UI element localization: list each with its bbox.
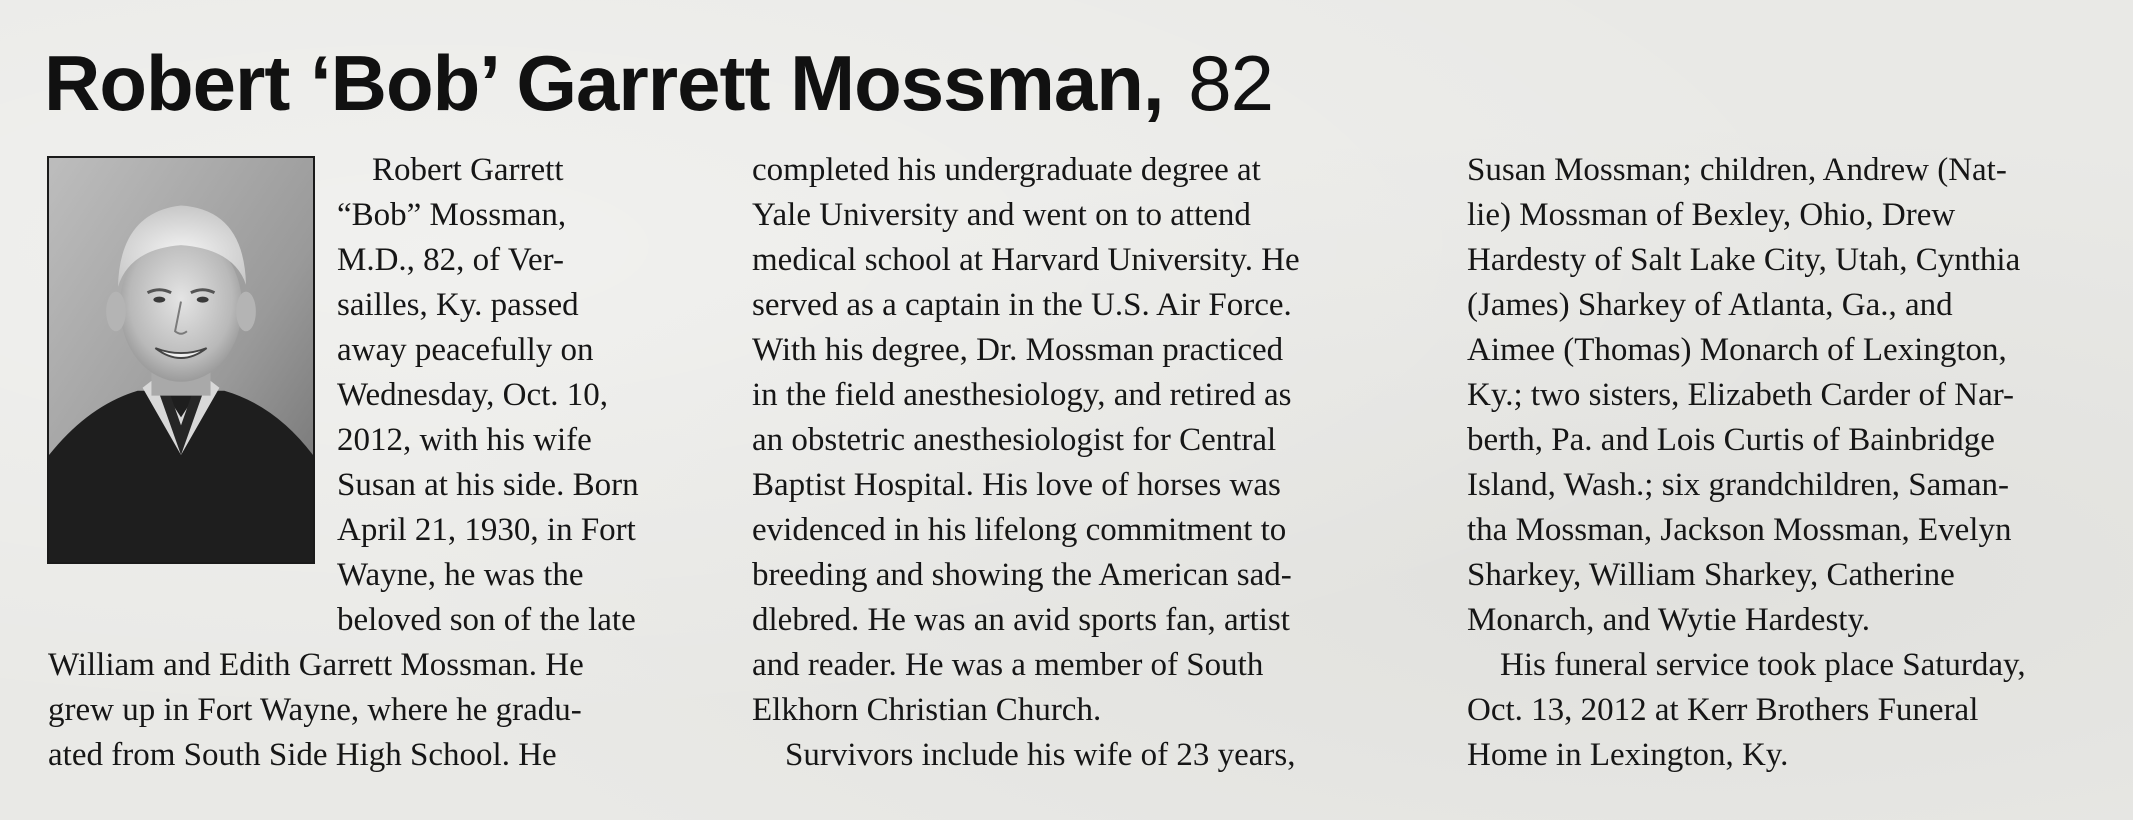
text-line: M.D., 82, of Ver- [337, 242, 564, 278]
obituary-headline [44, 38, 1273, 128]
text-line: Aimee (Thomas) Monarch of Lexington, [1467, 332, 2007, 368]
text-line: “Bob” Mossman, [337, 197, 567, 233]
text-line: an obstetric anesthesiologist for Central [752, 422, 1277, 458]
headline-name: Robert ‘Bob’ Garrett Mossman, [44, 39, 1164, 127]
text-line: sailles, Ky. passed [337, 287, 579, 323]
text-line: Wednesday, Oct. 10, [337, 377, 609, 413]
text-line: beloved son of the late [337, 602, 636, 638]
text-line: Susan at his side. Born [337, 467, 639, 503]
text-line: medical school at Harvard University. He [752, 242, 1300, 278]
text-line: berth, Pa. and Lois Curtis of Bainbridge [1467, 422, 1995, 458]
portrait-image [49, 158, 313, 562]
text-line: Susan Mossman; children, Andrew (Nat- [1467, 152, 2007, 188]
portrait-photo [47, 156, 315, 564]
text-line: (James) Sharkey of Atlanta, Ga., and [1467, 287, 1953, 323]
text-line: Sharkey, William Sharkey, Catherine [1467, 557, 1955, 593]
text-line: Robert Garrett [372, 152, 564, 188]
text-line: Survivors include his wife of 23 years, [785, 737, 1296, 773]
text-line: tha Mossman, Jackson Mossman, Evelyn [1467, 512, 2012, 548]
text-line: Island, Wash.; six grandchildren, Saman- [1467, 467, 2010, 503]
text-line: Wayne, he was the [337, 557, 584, 593]
text-line: away peacefully on [337, 332, 594, 368]
text-line: evidenced in his lifelong commitment to [752, 512, 1287, 548]
text-line: Monarch, and Wytie Hardesty. [1467, 602, 1871, 638]
text-line: Home in Lexington, Ky. [1467, 737, 1789, 773]
text-line: completed his undergraduate degree at [752, 152, 1261, 188]
text-line: and reader. He was a member of South [752, 647, 1264, 683]
text-line: dlebred. He was an avid sports fan, artist [752, 602, 1290, 638]
text-line: ated from South Side High School. He [48, 737, 557, 773]
text-line: Yale University and went on to attend [752, 197, 1251, 233]
text-line: 2012, with his wife [337, 422, 592, 458]
text-line: in the field anesthesiology, and retired as [752, 377, 1292, 413]
text-line: April 21, 1930, in Fort [337, 512, 636, 548]
text-line: Baptist Hospital. His love of horses was [752, 467, 1281, 503]
text-line: Oct. 13, 2012 at Kerr Brothers Funeral [1467, 692, 1979, 728]
text-line: William and Edith Garrett Mossman. He [48, 647, 584, 683]
text-line: grew up in Fort Wayne, where he gradu- [48, 692, 582, 728]
text-line: Elkhorn Christian Church. [752, 692, 1102, 728]
text-line: His funeral service took place Saturday, [1500, 647, 2026, 683]
text-line: lie) Mossman of Bexley, Ohio, Drew [1467, 197, 1956, 233]
text-line: With his degree, Dr. Mossman practiced [752, 332, 1284, 368]
headline-age: 82 [1188, 39, 1273, 127]
text-line: served as a captain in the U.S. Air Force. [752, 287, 1292, 323]
text-line: Hardesty of Salt Lake City, Utah, Cynthia [1467, 242, 2021, 278]
text-line: breeding and showing the American sad- [752, 557, 1292, 593]
text-line: Ky.; two sisters, Elizabeth Carder of Nar- [1467, 377, 2015, 413]
